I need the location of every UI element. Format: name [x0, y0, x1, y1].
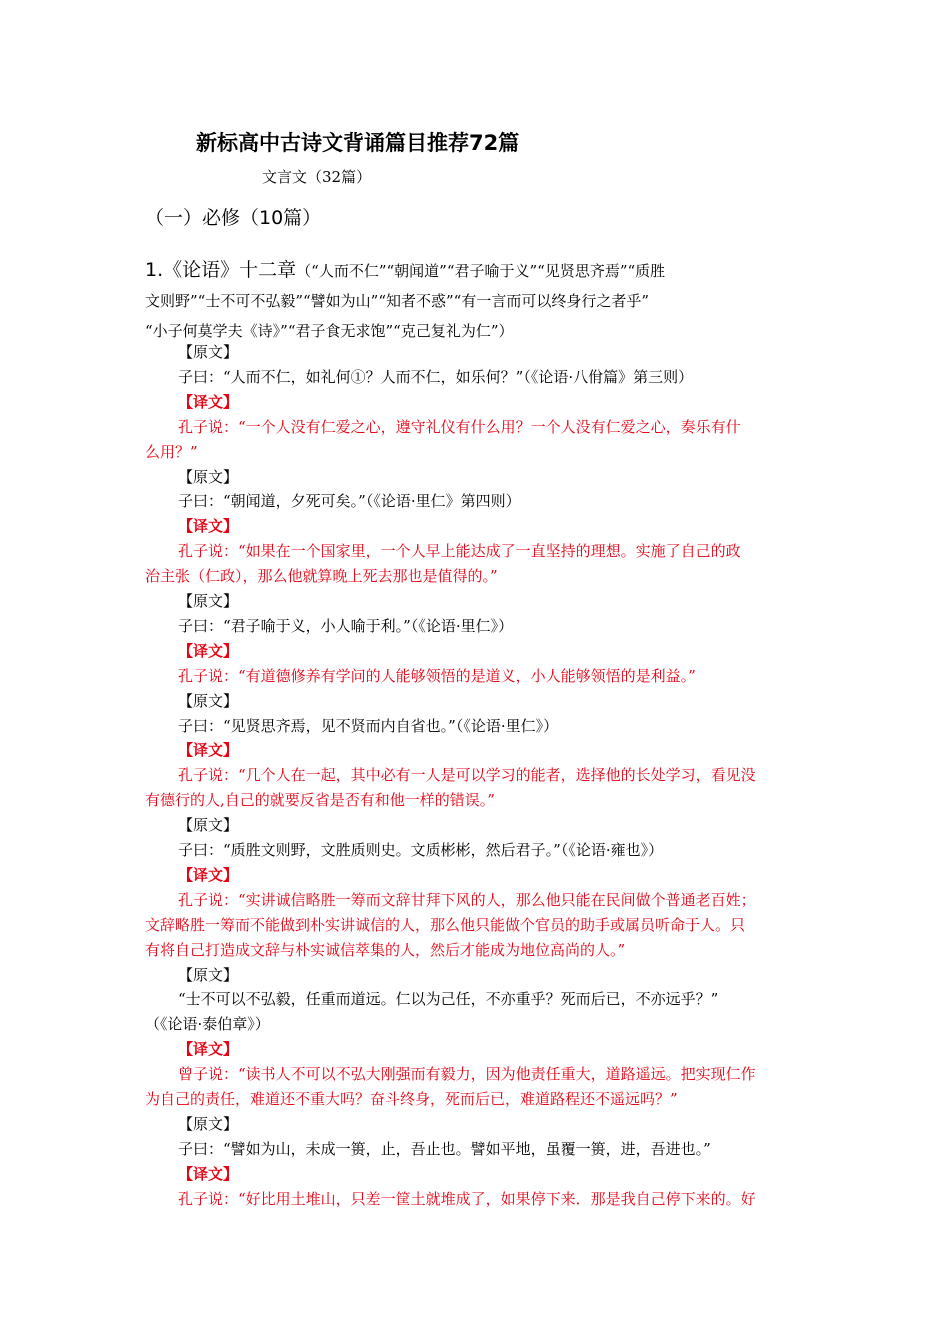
item-heading [145, 255, 815, 346]
item-desc-1: （“人而不仁”“朝闻道”“君子喻于义”“见贤思齐焉”“质胜 [296, 262, 666, 280]
translation-text: 曾子说：“读书人不可以不弘大刚强而有毅力，因为他责任重大，道路遥远。把实现仁作 [178, 1065, 756, 1084]
translation-text: 孔子说：“一个人没有仁爱之心，遵守礼仪有什么用？一个人没有仁爱之心，奏乐有什 [178, 417, 741, 436]
translation-text: 有将自己打造成文辞与朴实诚信萃集的人，然后才能成为地位高尚的人。” [145, 940, 626, 959]
section-heading: （一）必修（10篇） [145, 207, 322, 229]
original-label: 【原文】 [178, 1114, 239, 1133]
document-subtitle: 文言文（32篇） [262, 168, 372, 186]
translation-text: 为自己的责任，难道还不重大吗？奋斗终身，死而后已，难道路程还不遥远吗？” [145, 1090, 678, 1108]
original-label: 【原文】 [178, 467, 239, 486]
original-label: 【原文】 [178, 816, 239, 835]
translation-label: 【译文】 [178, 641, 239, 660]
original-label: 【原文】 [178, 343, 239, 361]
original-text: 子曰：“质胜文则野，文胜质则史。文质彬彬，然后君子。”（《论语·雍也》） [178, 841, 664, 859]
translation-text: 孔子说：“好比用土堆山，只差一筐土就堆成了，如果停下来．那是我自己停下来的。好 [178, 1189, 756, 1208]
translation-text: 有德行的人,自己的就要反省是否有和他一样的错误。” [145, 791, 495, 810]
translation-text: 孔子说：“有道德修养有学问的人能够领悟的是道义，小人能够领悟的是利益。” [178, 666, 696, 685]
item-desc-2: 文则野”“士不可不弘毅”“譬如为山”“知者不惑”“有一言而可以终身行之者乎” [145, 292, 650, 310]
translation-text: 么用？” [145, 442, 198, 461]
translation-text: 孔子说：“几个人在一起，其中必有一人是可以学习的能者，选择他的长处学习，看见没 [178, 766, 756, 785]
item-name: 《论语》十二章 [163, 259, 297, 281]
original-text: 子曰：“人而不仁，如礼何①？人而不仁，如乐何？”（《论语·八佾篇》第三则） [178, 367, 694, 386]
item-desc-3: “小子何莫学夫《诗》”“君子食无求饱”“克己复礼为仁”） [145, 322, 514, 340]
original-label: 【原文】 [178, 965, 239, 984]
translation-label: 【译文】 [178, 1040, 239, 1059]
translation-text: 孔子说：“如果在一个国家里，一个人早上能达成了一直坚持的理想。实施了自己的政 [178, 542, 741, 561]
original-label: 【原文】 [178, 691, 239, 710]
translation-label: 【译文】 [178, 741, 239, 760]
original-text: 子曰：“君子喻于义，小人喻于利。”（《论语·里仁》） [178, 616, 514, 635]
original-text: （《论语·泰伯章》） [145, 1015, 270, 1034]
translation-label: 【译文】 [178, 865, 239, 884]
original-label: 【原文】 [178, 592, 239, 610]
translation-label: 【译文】 [178, 1164, 239, 1183]
translation-text: 治主张（仁政），那么他就算晚上死去那也是值得的。” [145, 567, 498, 586]
document-title: 新标高中古诗文背诵篇目推荐72篇 [196, 131, 520, 155]
original-text: 子曰：“见贤思齐焉，见不贤而内自省也。”（《论语·里仁》） [178, 716, 559, 735]
translation-text: 孔子说：“实讲诚信略胜一筹而文辞甘拜下风的人，那么他只能在民间做个普通老百姓； [178, 890, 756, 909]
translation-text: 文辞略胜一筹而不能做到朴实讲诚信的人，那么他只能做个官员的助手或属员听命于人。只 [145, 915, 746, 934]
original-text: 子曰：“朝闻道，夕死可矣。”（《论语·里仁》第四则） [178, 492, 521, 511]
translation-label: 【译文】 [178, 392, 239, 411]
item-number: 1. [145, 259, 164, 281]
original-text: 子曰：“譬如为山，未成一篑，止，吾止也。譬如平地，虽覆一篑，进，吾进也。” [178, 1139, 711, 1158]
original-text: “士不可以不弘毅，任重而道远。仁以为己任，不亦重乎？死而后已，不亦远乎？” [178, 990, 719, 1009]
translation-label: 【译文】 [178, 517, 239, 536]
